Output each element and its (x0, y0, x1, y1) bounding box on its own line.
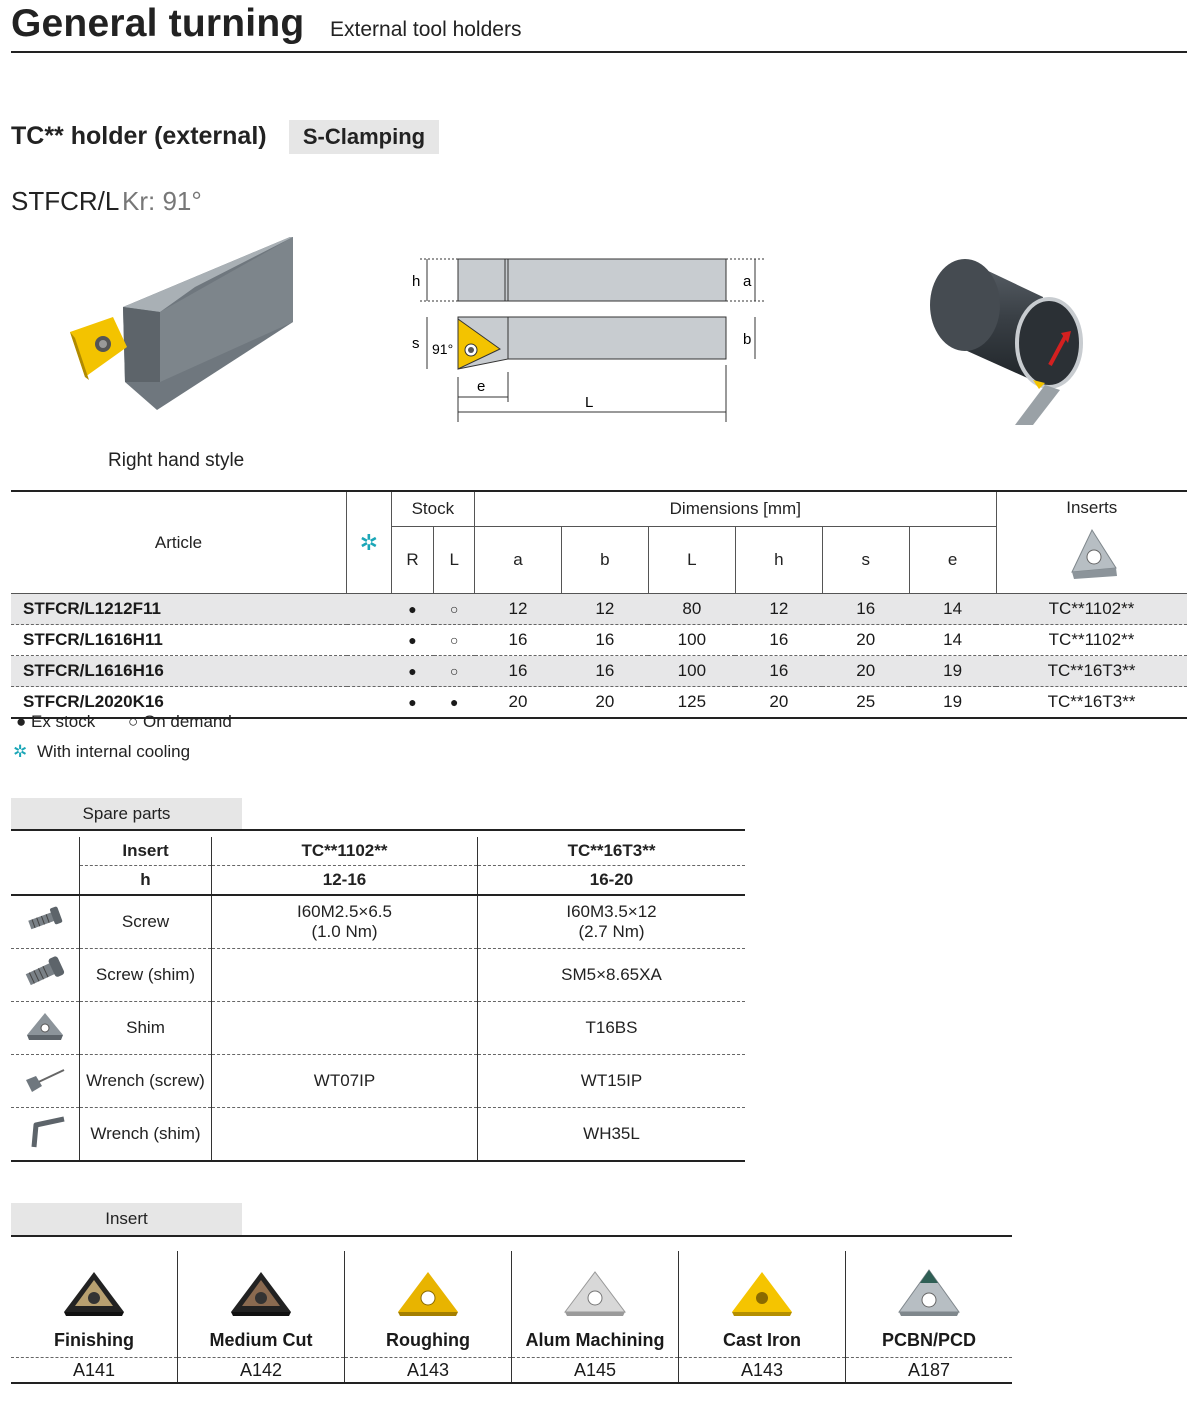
spare-part-name: Wrench (screw) (80, 1055, 212, 1108)
insert-grades-table (11, 1251, 1012, 1384)
col-stock-l: L (434, 527, 475, 594)
insert-code: TC**16T3** (996, 687, 1187, 719)
label-a: a (743, 273, 752, 290)
insert-code: A145 (512, 1358, 679, 1384)
table-row (11, 594, 1187, 625)
insert-tab: Insert (11, 1203, 242, 1235)
shim-icon (11, 1002, 80, 1055)
dim-a: 12 (475, 594, 562, 625)
page-subtitle: External tool holders (330, 18, 522, 41)
stock-l: ○ (434, 656, 475, 687)
spare-part-a (212, 1108, 478, 1162)
dim-L: 100 (648, 656, 735, 687)
spare-col-a: TC**1102** (212, 837, 478, 866)
insert-code: TC**16T3** (996, 656, 1187, 687)
spare-row (11, 1108, 745, 1162)
dim-s: 16 (822, 594, 909, 625)
figure-caption: Right hand style (108, 450, 245, 471)
stock-l: ● (434, 687, 475, 719)
insert-alum-machining-icon (512, 1251, 679, 1323)
clamping-badge: S-Clamping (289, 120, 439, 154)
label-e: e (477, 378, 486, 395)
insert-thumbnail-icon (1062, 524, 1122, 582)
col-dimensions: Dimensions [mm] (475, 491, 997, 527)
spare-part-a (212, 1002, 478, 1055)
spare-row (11, 1055, 745, 1108)
stock-r: ● (391, 687, 434, 719)
spare-part-b: WH35L (478, 1108, 746, 1162)
label-h: h (412, 273, 421, 290)
dim-s: 20 (822, 656, 909, 687)
dimension-drawing (400, 247, 780, 432)
cooling-cell (347, 625, 392, 656)
article-code: STFCR/L1616H11 (11, 625, 347, 656)
page-title: General turning (11, 2, 305, 45)
article-table (11, 490, 1187, 719)
dim-h: 16 (735, 656, 822, 687)
stock-r: ● (391, 625, 434, 656)
cooling-legend-icon: ✲ (13, 742, 28, 761)
tool-holder-illustration (65, 232, 305, 417)
spare-h-label: h (80, 866, 212, 896)
col-a: a (475, 527, 562, 594)
spare-part-b: WT15IP (478, 1055, 746, 1108)
insert-rule (11, 1235, 1012, 1237)
insert-code: A187 (846, 1358, 1013, 1384)
col-h: h (735, 527, 822, 594)
dim-a: 16 (475, 625, 562, 656)
dim-L: 100 (648, 625, 735, 656)
workpiece-illustration (925, 255, 1095, 425)
col-stock-r: R (391, 527, 434, 594)
dim-e: 14 (909, 594, 996, 625)
insert-code: TC**1102** (996, 625, 1187, 656)
dim-s: 25 (822, 687, 909, 719)
stock-l: ○ (434, 625, 475, 656)
inserts-label: Inserts (1066, 498, 1118, 517)
col-e: e (909, 527, 996, 594)
insert-name: Alum Machining (512, 1323, 679, 1358)
insert-name: PCBN/PCD (846, 1323, 1013, 1358)
table-row (11, 656, 1187, 687)
insert-finishing-icon (11, 1251, 178, 1323)
spare-row (11, 949, 745, 1002)
stock-r: ● (391, 656, 434, 687)
article-code: STFCR/L1212F11 (11, 594, 347, 625)
col-L: L (648, 527, 735, 594)
insert-code: A143 (345, 1358, 512, 1384)
cooling-cell (347, 594, 392, 625)
dim-b: 16 (561, 656, 648, 687)
spare-parts-tab: Spare parts (11, 798, 242, 830)
screw-icon (11, 895, 80, 949)
insert-cast-iron-icon (679, 1251, 846, 1323)
spare-part-name: Shim (80, 1002, 212, 1055)
legend-on-demand: ○ On demand (128, 712, 232, 731)
spare-parts-rule (11, 829, 745, 831)
hex-wrench-icon (11, 1108, 80, 1162)
stock-r: ● (391, 594, 434, 625)
insert-roughing-icon (345, 1251, 512, 1323)
spare-part-a (212, 895, 478, 949)
article-code: STFCR/L2020K16 (11, 687, 347, 719)
dim-e: 19 (909, 656, 996, 687)
section-title: TC** holder (external) (11, 122, 267, 150)
dim-e: 19 (909, 687, 996, 719)
col-article: Article (11, 491, 347, 594)
spare-part-name: Screw (shim) (80, 949, 212, 1002)
spare-insert-label: Insert (80, 837, 212, 866)
insert-name: Medium Cut (178, 1323, 345, 1358)
dim-s: 20 (822, 625, 909, 656)
dim-b: 12 (561, 594, 648, 625)
article-code: STFCR/L1616H16 (11, 656, 347, 687)
spare-part-a-line1: I60M2.5×6.5 (297, 902, 392, 921)
label-s: s (412, 335, 420, 352)
dim-L: 80 (648, 594, 735, 625)
col-b: b (561, 527, 648, 594)
model-code: STFCR/L (11, 186, 120, 216)
dim-h: 12 (735, 594, 822, 625)
legend-cooling: With internal cooling (37, 742, 191, 761)
insert-name: Roughing (345, 1323, 512, 1358)
torx-wrench-icon (11, 1055, 80, 1108)
dim-h: 20 (735, 687, 822, 719)
spare-row (11, 895, 745, 949)
col-stock: Stock (391, 491, 474, 527)
label-b: b (743, 331, 752, 348)
spare-part-name: Wrench (shim) (80, 1108, 212, 1162)
spare-part-b-line2: (2.7 Nm) (578, 922, 645, 941)
header-divider (11, 51, 1187, 53)
cooling-cell (347, 687, 392, 719)
spare-col-b: TC**16T3** (478, 837, 746, 866)
dim-b: 16 (561, 625, 648, 656)
dim-b: 20 (561, 687, 648, 719)
insert-code: TC**1102** (996, 594, 1187, 625)
spare-h-a: 12-16 (212, 866, 478, 896)
spare-h-b: 16-20 (478, 866, 746, 896)
dim-a: 20 (475, 687, 562, 719)
label-angle: 91° (432, 341, 454, 357)
spare-parts-table (11, 837, 745, 1162)
insert-name: Finishing (11, 1323, 178, 1358)
table-row (11, 625, 1187, 656)
spare-part-a (212, 949, 478, 1002)
insert-code: A141 (11, 1358, 178, 1384)
insert-pcbn-pcd-icon (846, 1251, 1013, 1323)
label-L: L (585, 394, 594, 411)
stock-l: ○ (434, 594, 475, 625)
spare-icon-header (11, 837, 80, 895)
shim-screw-icon (11, 949, 80, 1002)
dim-h: 16 (735, 625, 822, 656)
spare-part-a-line2: (1.0 Nm) (311, 922, 378, 941)
insert-medium-cut-icon (178, 1251, 345, 1323)
spare-row (11, 1002, 745, 1055)
spare-part-b: SM5×8.65XA (478, 949, 746, 1002)
insert-name: Cast Iron (679, 1323, 846, 1358)
legend-ex-stock: ● Ex stock (16, 712, 96, 731)
insert-code: A142 (178, 1358, 345, 1384)
insert-code: A143 (679, 1358, 846, 1384)
spare-part-b (478, 895, 746, 949)
col-s: s (822, 527, 909, 594)
dim-a: 16 (475, 656, 562, 687)
cooling-cell (347, 656, 392, 687)
model-kr-angle: Kr: 91° (122, 186, 202, 216)
spare-part-b-line1: I60M3.5×12 (566, 902, 657, 921)
spare-part-b: T16BS (478, 1002, 746, 1055)
col-inserts (996, 491, 1187, 594)
spare-part-name: Screw (80, 895, 212, 949)
dim-e: 14 (909, 625, 996, 656)
cooling-header-icon: ✲ (347, 491, 392, 594)
spare-part-a: WT07IP (212, 1055, 478, 1108)
dim-L: 125 (648, 687, 735, 719)
